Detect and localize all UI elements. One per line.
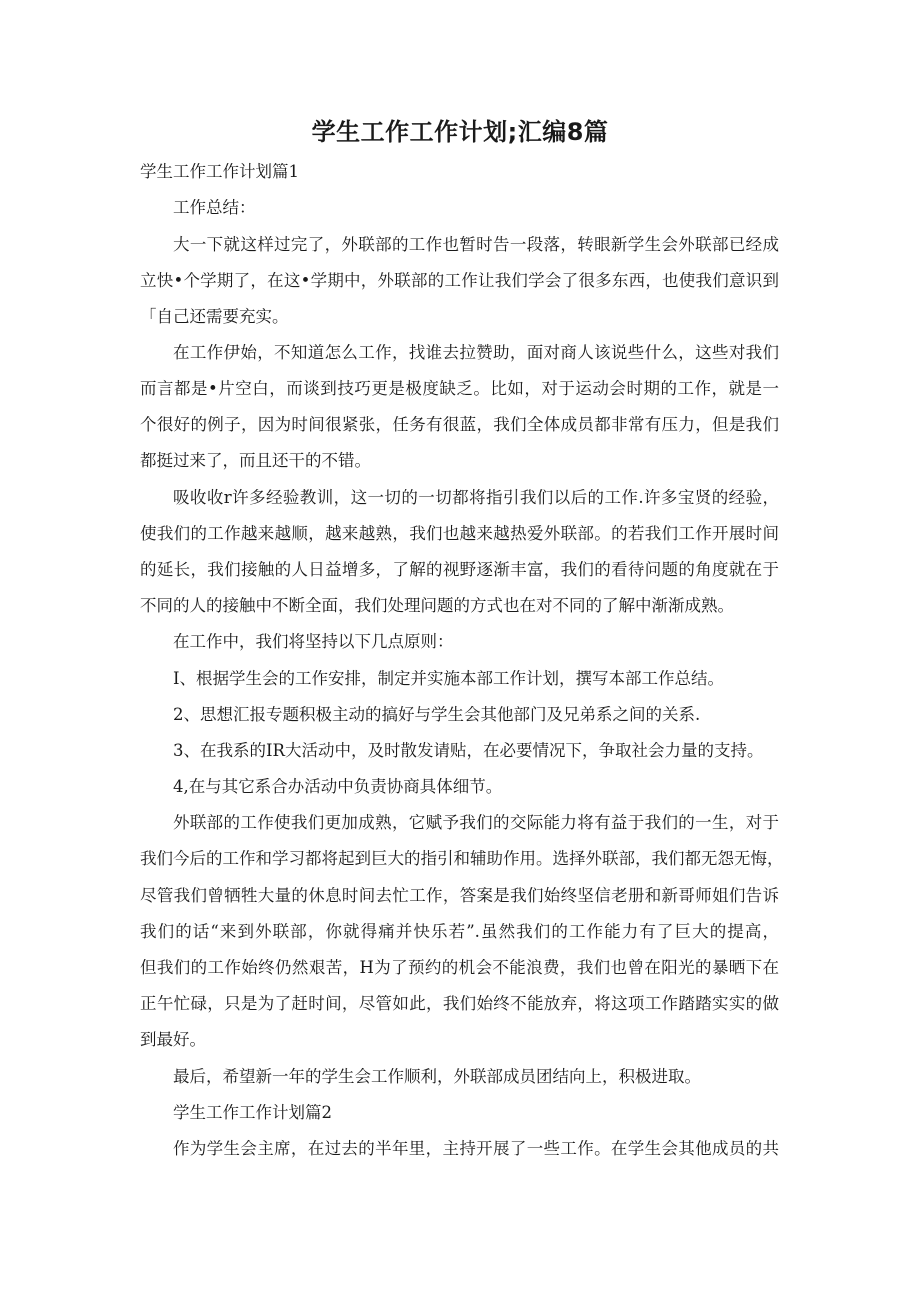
paragraph-line: 我们的话“来到外联部，你就得痛并快乐若”.虽然我们的工作能力有了巨大的提高， [140,922,779,941]
paragraph-line: 个很好的例子，因为时间很紧张，任务有很蓝，我们全体成员都非常有压力，但是我们 [140,415,779,434]
paragraph-line: 使我们的工作越来越顺，越来越熟，我们也越来越热爱外联部。的若我们工作开展时间 [140,524,779,543]
section-heading-1: 学生工作工作计划篇1 [140,162,299,181]
paragraph-line: 立快•个学期了，在这•学期中，外联部的工作让我们学会了很多东西，也使我们意识到 [140,271,779,290]
paragraph-line: 作为学生会主席，在过去的半年里，主持开展了一些工作。在学生会其他成员的共 [173,1139,779,1158]
paragraph-line: 最后，希望新一年的学生会工作顺利，外联部成员团结向上，积极进取。 [173,1067,701,1086]
list-item: 4,在与其它系合办活动中负责协商具体细节。 [173,777,503,796]
paragraph-line: 在工作伊始，不知道怎么工作，找谁去拉赞助，面对商人该说些什么，这些对我们 [173,343,779,362]
paragraph-line: 但我们的工作始终仍然艰苦，H为了预约的机会不能浪费，我们也曾在阳光的暴晒下在 [140,958,779,977]
section-heading-2: 学生工作工作计划篇2 [173,1103,332,1122]
paragraph-line: 工作总结： [173,198,256,217]
paragraph-line: 尽管我们曾牺牲大量的休息时间去忙工作，答案是我们始终坚信老册和新哥师姐们告诉 [140,886,779,905]
paragraph-line: 我们今后的工作和学习都将起到巨大的指引和辅助作用。选择外联部，我们都无怨无悔， [140,849,784,868]
paragraph-line: 不同的人的接触中不断全面，我们处理问题的方式也在对不同的了解中渐渐成熟。 [140,596,734,615]
paragraph-line: 而言都是•片空白，而谈到技巧更是极度缺乏。比如，对于运动会时期的工作，就是一 [140,379,779,398]
paragraph-line: 外联部的工作使我们更加成熟，它赋予我们的交际能力将有益于我们的一生，对于 [173,813,779,832]
paragraph-line: 都挺过来了，而且还干的不错。 [140,451,371,470]
paragraph-line: 正午忙碌，只是为了赶时间，尽管如此，我们始终不能放弃，将这项工作踏踏实实的做 [140,994,779,1013]
paragraph-line: 吸收收r许多经验教训，这一切的一切都将指引我们以后的工作.许多宝贤的经验， [173,488,779,507]
paragraph-line: 的延长，我们接触的人日益增多，了解的视野逐渐丰富，我们的看待问题的角度就在于 [140,560,779,579]
paragraph-line: 到最好。 [140,1030,206,1049]
document-title: 学生工作工作计划;汇编8篇 [311,118,609,146]
list-item: I、根据学生会的工作安排，制定并实施本部工作计划，撰写本部工作总结。 [173,669,725,688]
paragraph-line: 大一下就这样过完了，外联部的工作也暂时告一段落，转眼新学生会外联部已经成 [173,235,779,254]
paragraph-line: 在工作中，我们将坚持以下几点原则： [173,632,454,651]
paragraph-line: 「自己还需要充实。 [140,307,289,326]
list-item: 2、思想汇报专题积极主动的搞好与学生会其他部门及兄弟系之间的关系. [173,705,701,724]
list-item: 3、在我系的IR大活动中，及时散发请贴，在必要情况下，争取社会力量的支持。 [173,741,764,760]
